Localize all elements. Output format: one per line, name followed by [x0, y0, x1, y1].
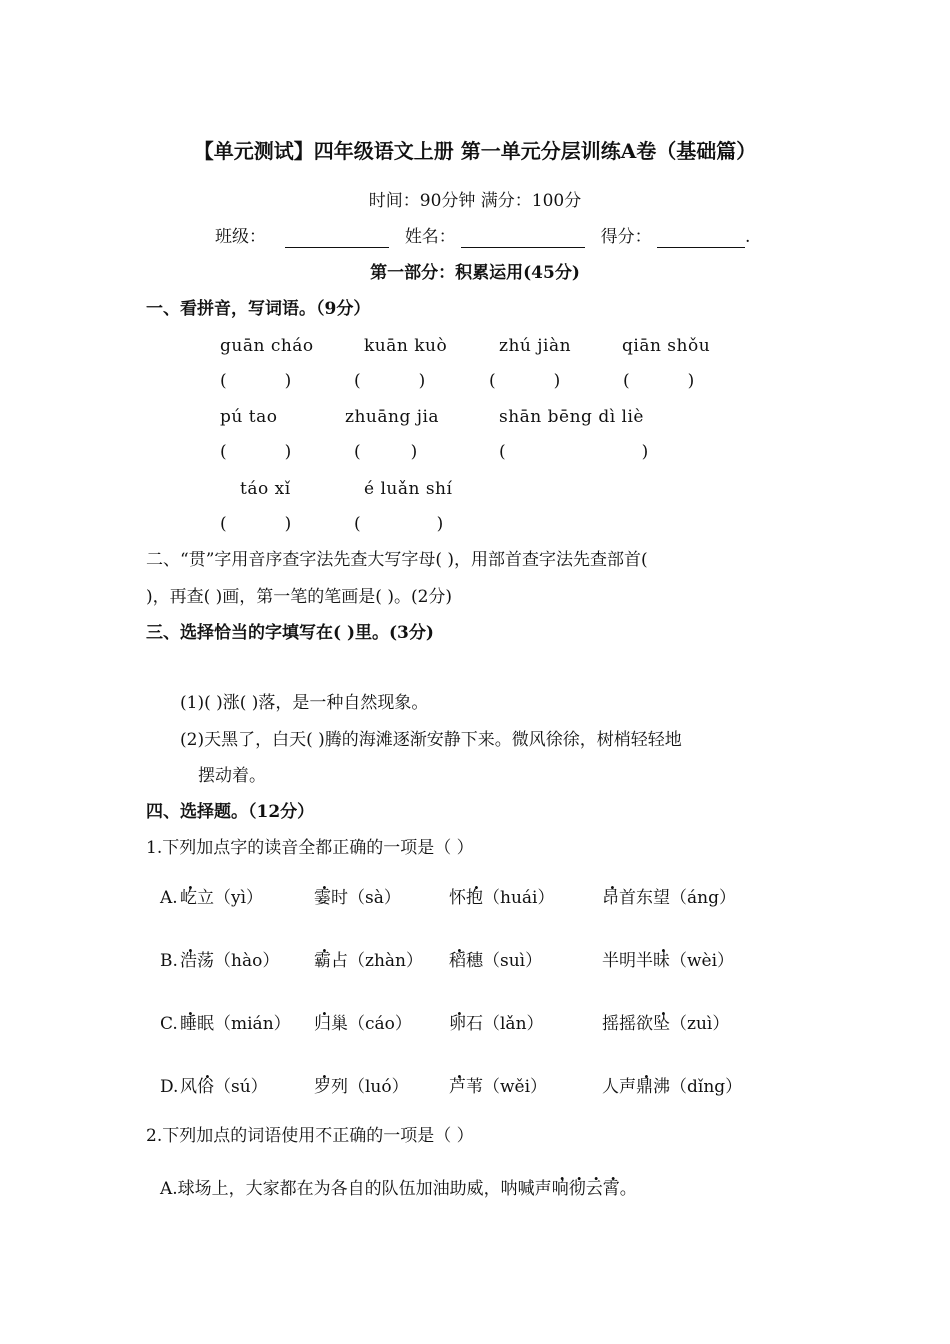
- option-word: 卵石（lǎn）: [449, 1014, 544, 1034]
- pinyin-item: shān bēng dì liè: [499, 407, 644, 427]
- time-score-line: 时间：90分钟 满分：100分: [368, 191, 582, 211]
- q2-line2: )，再查( )画，第一笔的笔画是( )。(2分): [146, 587, 453, 607]
- score-label: 得分：: [600, 227, 652, 247]
- class-blank[interactable]: [285, 229, 389, 248]
- answer-bracket[interactable]: ( ): [623, 371, 695, 391]
- pinyin-item: qiān shǒu: [622, 336, 711, 356]
- student-info-line: [215, 226, 750, 248]
- name-blank[interactable]: [461, 229, 585, 248]
- answer-bracket[interactable]: ( ): [354, 442, 418, 462]
- option-label[interactable]: A.: [160, 888, 178, 908]
- option-word: 摇摇欲坠（zuì）: [602, 1014, 730, 1034]
- answer-bracket[interactable]: ( ): [220, 442, 292, 462]
- pinyin-item: zhuāng jia: [345, 407, 440, 427]
- pinyin-item: guān cháo: [220, 336, 314, 356]
- option-word: 稻穗（suì）: [449, 951, 543, 971]
- option-word: 罗列（luó）: [314, 1077, 409, 1097]
- option-word: 屹立（yì）: [180, 888, 264, 908]
- option-word: 霎时（sà）: [314, 888, 401, 908]
- option-label[interactable]: D.: [160, 1077, 179, 1097]
- pinyin-item: táo xǐ: [240, 479, 291, 499]
- option-label[interactable]: C.: [160, 1014, 178, 1034]
- option-word: 人声鼎沸（dǐng）: [602, 1077, 743, 1097]
- q3-item-2: (2)天黑了，白天( )腾的海滩逐渐安静下来。微风徐徐，树梢轻轻地: [180, 730, 682, 750]
- pinyin-item: pú tao: [220, 407, 278, 427]
- page-title: 【单元测试】四年级语文上册 第一单元分层训练A卷（基础篇）: [193, 139, 757, 163]
- answer-bracket[interactable]: ( ): [499, 442, 649, 462]
- pinyin-item: kuān kuò: [364, 336, 448, 356]
- q3-heading: 三、选择恰当的字填写在( )里。(3分): [146, 623, 434, 643]
- q2-line1: 二、“贯”字用音序查字法先查大写字母( )，用部首查字法先查部首(: [146, 550, 648, 570]
- option-word: 芦苇（wěi）: [449, 1077, 548, 1097]
- q4-2-option-a[interactable]: A.球场上，大家都在为各自的队伍加油助威，呐喊声响彻云霄。: [160, 1179, 637, 1199]
- dotted-char: 云: [585, 1179, 603, 1199]
- dotted-char: 彻: [568, 1179, 586, 1199]
- answer-bracket[interactable]: ( ): [220, 371, 292, 391]
- answer-bracket[interactable]: ( ): [220, 514, 292, 534]
- answer-bracket[interactable]: ( ): [489, 371, 561, 391]
- option-word: 怀抱（huái）: [449, 888, 555, 908]
- answer-bracket[interactable]: ( ): [354, 514, 444, 534]
- dotted-char: 霄: [602, 1179, 620, 1199]
- part1-heading: 第一部分：积累运用(45分): [370, 263, 580, 283]
- end-dot: .: [745, 227, 751, 247]
- pinyin-item: zhú jiàn: [499, 336, 572, 356]
- option-word: 浩荡（hào）: [180, 951, 280, 971]
- pinyin-item: é luǎn shí: [364, 479, 453, 499]
- option-word: 霸占（zhàn）: [314, 951, 423, 971]
- q1-heading: 一、看拼音，写词语。（9分）: [146, 299, 371, 319]
- option-label[interactable]: B.: [160, 951, 178, 971]
- option-word: 归巢（cáo）: [314, 1014, 412, 1034]
- answer-bracket[interactable]: ( ): [354, 371, 426, 391]
- option-word: 半明半昧（wèi）: [602, 951, 735, 971]
- dotted-phrase: [552, 1179, 620, 1199]
- dotted-char: 响: [551, 1179, 569, 1199]
- name-label: 姓名：: [404, 227, 456, 247]
- q3-item-2-cont: 摆动着。: [198, 766, 266, 786]
- option-word: 睡眠（mián）: [180, 1014, 291, 1034]
- q4-heading: 四、选择题。（12分）: [146, 802, 315, 822]
- class-label: 班级：: [215, 227, 266, 247]
- q4-1-stem: 1.下列加点字的读音全都正确的一项是（ ）: [146, 838, 474, 858]
- score-blank[interactable]: [657, 229, 745, 248]
- option-word: 昂首东望（áng）: [602, 888, 736, 908]
- option-word: 风俗（sú）: [180, 1077, 268, 1097]
- q4-2-stem: 2.下列加点的词语使用不正确的一项是（ ）: [146, 1126, 474, 1146]
- q3-item-1: (1)( )涨( )落，是一种自然现象。: [180, 693, 429, 713]
